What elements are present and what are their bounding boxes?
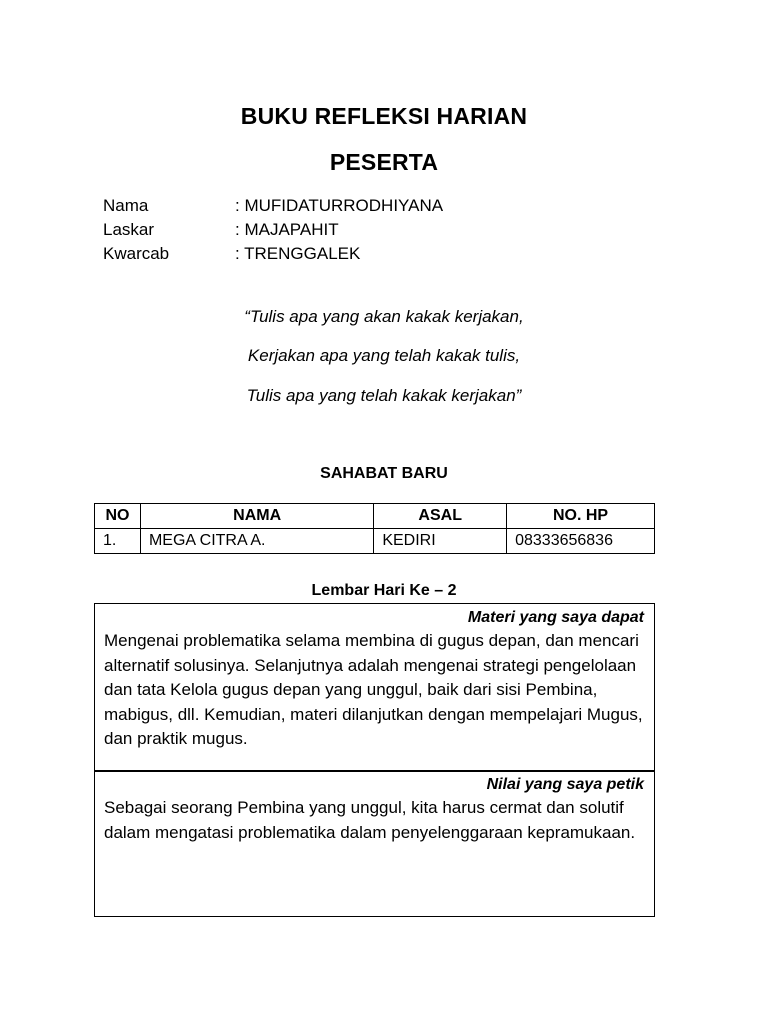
column-header-hp: NO. HP [507,504,655,529]
cell-nama: MEGA CITRA A. [140,529,373,554]
identity-value: : MAJAPAHIT [235,220,339,239]
identity-label: Kwarcab [103,244,170,263]
materi-box [94,603,655,772]
document-subtitle: PESERTA [329,149,439,175]
column-header-nama: NAMA [140,504,373,529]
identity-label: Nama [103,196,149,215]
identity-value: : MUFIDATURRODHIYANA [235,196,444,215]
identity-value: : TRENGGALEK [235,244,361,263]
document-title: BUKU REFLEKSI HARIAN [240,103,528,129]
quote-line-3: Tulis apa yang telah kakak kerjakan” [246,386,522,405]
cell-hp: 08333656836 [507,529,655,554]
friends-table [94,503,655,554]
table-row [95,529,655,554]
identity-row-laskar [103,218,443,242]
materi-heading: Materi yang saya dapat [467,609,644,626]
friends-title: SAHABAT BARU [320,465,448,482]
identity-row-nama [103,194,443,218]
column-header-no: NO [95,504,141,529]
identity-row-kwarcab [103,242,443,266]
day-sheet-title: Lembar Hari Ke – 2 [311,582,457,599]
column-header-asal: ASAL [374,504,507,529]
identity-block [103,194,443,266]
table-header-row [95,504,655,529]
cell-no: 1. [95,529,141,554]
materi-text: Mengenai problematika selama membina di gugus depan, dan mencari alternatif solusinya. Selanjutnya adalah mengenai strategi pengelolaan dan tata Kelola gugus depan yang unggul, baik dari sisi Pembina, mabigus, dll. Kemudian, materi dilanjutkan dengan mempelajari Mugus, dan praktik mugus. [104,631,643,748]
nilai-heading: Nilai yang saya petik [486,776,644,793]
nilai-box [94,770,655,917]
nilai-text: Sebagai seorang Pembina yang unggul, kita harus cermat dan solutif dalam mengatasi problematika dalam penyelenggaraan kepramukaan. [104,798,636,842]
identity-label: Laskar [103,220,155,239]
quote-line-1: “Tulis apa yang akan kakak kerjakan, [244,307,524,326]
cell-asal: KEDIRI [374,529,507,554]
quote-line-2: Kerjakan apa yang telah kakak tulis, [247,346,521,365]
